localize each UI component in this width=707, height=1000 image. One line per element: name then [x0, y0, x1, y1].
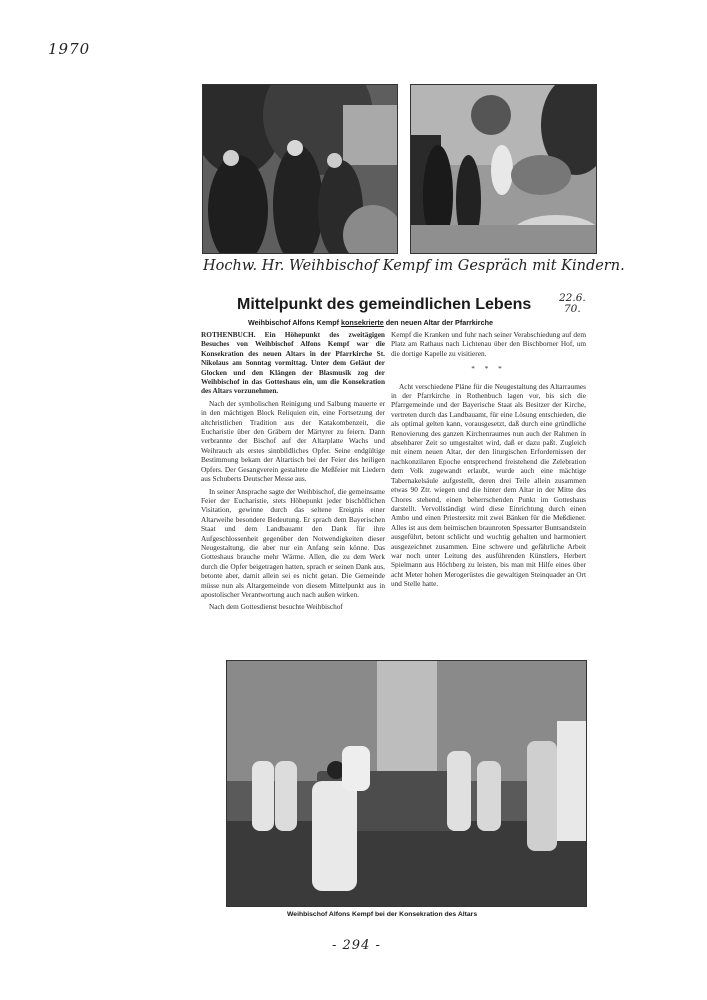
article-headline: Mittelpunkt des gemeindlichen Lebens: [237, 296, 532, 313]
date-line-2: 70.: [564, 303, 581, 315]
paragraph: Kempf die Kranken und fuhr nach seiner Verabschiedung auf dem Platz am Rathaus nach Lichtenau über den Bischborner Hof, um die dortige Kapelle zu visitieren.: [391, 330, 586, 358]
article-subhead: [248, 318, 493, 327]
paragraph: In seiner Ansprache sagte der Weihbischof, die gemeinsame Feier der Eucharistie, stets Höhepunkt jeder bischöflichen Visitation, gewinne durch das seltene Ereignis einer Altarweihe besondere Bedeutung. Er sprach dem Bayerischen Staat und dem Landbauamt den Dank für ihre Aufgeschlossenheit gegenüber den Notwendigkeiten dieser Neugestaltung, die aber nur ein Anfang sein könne. Das Gotteshaus brauche mehr Wärme. Allen, die zu dem Werk durch die Opfer beigetragen hatten, sprach er seinen Dank aus, betonte aber, damit allein sei es nicht getan. Die Gemeinde müsse nun als Altargemeinde von diesem Mittelpunkt aus in apostolischer Verantwortung auch nach außen wirken.: [201, 486, 385, 599]
page-number: - 294 -: [332, 938, 381, 953]
section-divider: * * *: [471, 364, 506, 374]
photo-bishop-courtyard: [410, 84, 597, 254]
handwritten-caption: Hochw. Hr. Weihbischof Kempf im Gespräch mit Kindern.: [203, 258, 625, 274]
subhead-pre: Weihbischof Alfons Kempf: [248, 318, 340, 327]
article-column-2: [391, 330, 586, 592]
photo-bishop-children: [202, 84, 398, 254]
subhead-post: den neuen Altar der Pfarrkirche: [385, 318, 493, 327]
paragraph: ROTHENBUCH. Ein Höhepunkt des zweitägigen Besuches von Weihbischof Alfons Kempf war die Konsekration des neuen Altars in der Pfarrkirche St. Nikolaus am Sonntag vormittag. Unter dem Geläut der Glocken und den Klängen der Blasmusik zog der Weihbischof in das Gotteshaus ein, um die Konsekration des Altars vorzunehmen.: [201, 330, 385, 396]
paragraph: Acht verschiedene Pläne für die Neugestaltung des Altarraumes in der Pfarrkirche in Rothenbuch lagen vor, bis sich die Pfarrgemeinde und der Bayerische Staat als Besitzer der Kirche, vertreten durch das Landbauamt, für eine Lösung entschieden, die als optimal gelten kann, vorausgesetzt, daß durch eine gründliche Renovierung des ganzen Kirchenraumes nun auch der Rahmen in absehbarer Zeit so umgestaltet wird, daß er dazu paßt. Zugleich mit einem neuen Altar, der den liturgischen Erfordernissen der nachkonzilaren Epoche entsprechend freistehend die Zelebration dem Volk zugewandt erlaubt, wurde auch eine mächtige Tabernakelsäule aufgestellt, deren drei Teile allein zusammen etwas 90 Ztr. wiegen und die hinter dem Altar in der Mitte des Chores stehend, einen beherrschenden Punkt im Gotteshaus darstellt. Vervollständigt wird diese Einrichtung durch einen Ambo und einen Priestersitz mit zwei Bänken für die Meßdiener. Alles ist aus dem heimischen braunroten Spessarter Buntsandstein ausgeführt, betont schlicht und wuchtig gehalten und harmoniert ausgezeichnet zusammen. Eine schwere und gefährliche Arbeit war noch unter Leitung des ausführenden Künstlers, Herbert Spielmann aus Höchberg zu leisten, bis man mit Hilfe eines über acht Meter hohen Merogerüstes die gewaltigen Steinquader an Ort und Stelle hatte.: [391, 381, 586, 589]
photo-altar-consecration: [226, 660, 587, 907]
paragraph: Nach dem Gottesdienst besuchte Weihbischof: [209, 602, 343, 612]
date-line-1: 22.6.: [559, 292, 586, 304]
photo-caption: Weihbischof Alfons Kempf bei der Konsekration des Altars: [287, 911, 478, 918]
year-note: 1970: [48, 40, 91, 58]
paragraph: Nach der symbolischen Reinigung und Salbung mauerte er in den mächtigen Block Reliquien ein, eine Fortsetzung der altchristlichen Tradition aus der Katakombenzeit, die Eucharistie über den Gräbern der Märtyrer zu feiern. Dann verbrannte der Bischof auf der Altarplatte Wachs und Weihrauch als erstes sinnbildliches Opfer. Seine endgültige Bestimmung bekam der Altartisch bei der Feier des heiligen Opfers. Der Gesangverein gestaltete die Meßfeier mit Liedern aus Schuberts Deutscher Messe aus.: [201, 398, 385, 484]
article-column-1: [201, 330, 385, 615]
subhead-underlined: konsekrierte: [341, 318, 384, 327]
handwritten-date: [559, 293, 586, 315]
